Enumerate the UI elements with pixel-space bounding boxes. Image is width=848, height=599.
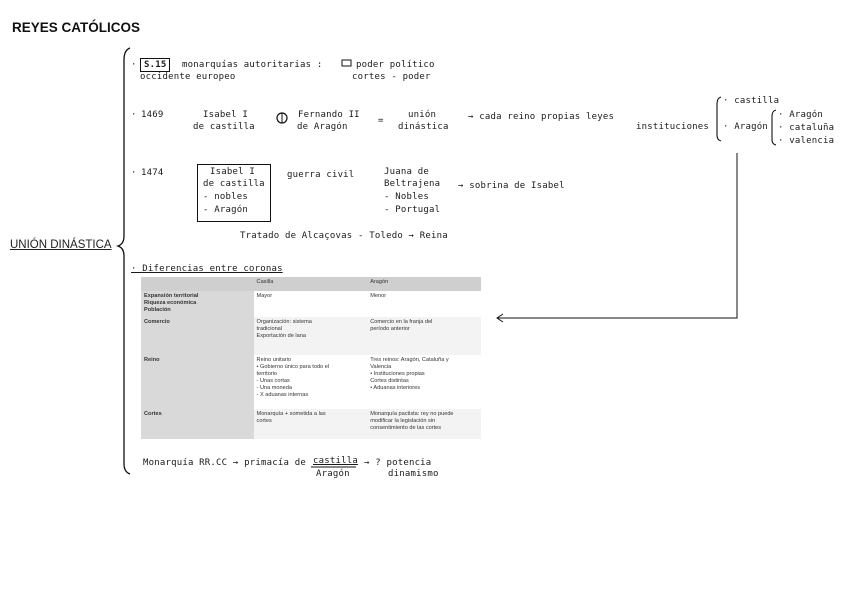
beltrajena-text: Beltrajena [384, 179, 441, 189]
row-key: Comercio [144, 319, 170, 325]
nobles-text: - Nobles [384, 192, 429, 202]
cada-reino-text: → cada reino propias leyes [468, 112, 615, 122]
cataluna-sub-item: · cataluña [778, 123, 835, 133]
table-row [141, 291, 481, 317]
box-line: - Aragón [203, 205, 248, 215]
cell-text: - X aduanas internas [256, 392, 309, 398]
union-dinastica-label: UNIÓN DINÁSTICA [10, 239, 112, 251]
sobrina-text: → sobrina de Isabel [458, 181, 565, 191]
guerra-civil-text: guerra civil [287, 170, 355, 180]
cell-text: Valencia [370, 364, 392, 370]
table-row [141, 409, 481, 439]
juana-text: Juana de [384, 167, 429, 177]
bullet: · [131, 168, 137, 178]
diferencias-title: · Diferencias entre coronas [131, 264, 283, 274]
row-key: Reino [144, 357, 160, 363]
cell-text: Tres reinos: Aragón, Cataluña y [370, 357, 449, 363]
cell-text: período anterior [370, 326, 410, 332]
tratado-text: Tratado de Alcaçovas - Toledo → Reina [240, 231, 448, 241]
union-text: unión [408, 110, 437, 120]
aragon-item: · Aragón [723, 122, 768, 132]
monarquia-rrcc-text: Monarquía RR.CC → primacía de [143, 458, 306, 468]
cell-text: Organización: sistema [256, 319, 312, 325]
cell-text: • Gobierno único para todo el [256, 364, 330, 370]
cell-text: Cortes distintas [370, 378, 409, 384]
cell-text: Menor [370, 293, 387, 299]
year-1474: 1474 [141, 168, 164, 178]
box-line: - nobles [203, 192, 248, 202]
box-line: de castilla [203, 179, 265, 189]
occidente-text: occidente europeo [140, 72, 236, 82]
castilla-item: · castilla [723, 96, 780, 106]
dinamismo-text: dinamismo [388, 469, 439, 479]
equals-sign: = [378, 116, 384, 126]
de-aragon-text: de Aragón [297, 122, 348, 132]
table-header: Casilla [254, 277, 368, 291]
cell-text: Comercio en la franja del [370, 319, 433, 325]
cell-text: modificar la legislación sin [370, 418, 436, 424]
monarquias-text: monarquías autoritarias : [182, 60, 323, 70]
bullet: · [131, 110, 137, 120]
page-title: REYES CATÓLICOS [12, 20, 141, 35]
table-header [141, 277, 254, 291]
castilla-text: castilla [313, 456, 358, 466]
cell-text: Mayor [256, 293, 273, 299]
table-row [141, 317, 481, 355]
de-castilla-text: de castilla [193, 122, 255, 132]
potencia-text: → ? potencia [364, 458, 432, 468]
instituciones-text: instituciones [636, 122, 710, 132]
dinastica-text: dinástica [398, 122, 449, 132]
cell-text: Monarquía pactista: rey no puede [370, 411, 454, 417]
bullet: · [131, 60, 137, 70]
table-header: Aragón [367, 277, 481, 291]
cell-text: Reino unitario [256, 357, 292, 363]
row-key: Población [144, 307, 171, 313]
poder-politico-text: poder político [356, 60, 435, 70]
cell-text: territorio [256, 371, 278, 377]
diferencias-table [141, 277, 481, 439]
table-row [141, 355, 481, 409]
cell-text: • Aduanas interiores [370, 385, 421, 391]
row-key: Expansión territorial [144, 293, 199, 299]
valencia-sub-item: · valencia [778, 136, 835, 146]
aragon-sub-item: · Aragón [778, 110, 823, 120]
portugal-text: - Portugal [384, 205, 441, 215]
year-1469: 1469 [141, 110, 164, 120]
row-key: Cortes [144, 411, 162, 417]
cell-text: Exportación de lana [256, 333, 306, 339]
aragon-text: Aragón [316, 469, 350, 479]
cortes-poder-text: cortes - poder [352, 72, 431, 82]
box-line: Isabel I [210, 167, 255, 177]
cell-text: • Instituciones propias [370, 371, 425, 377]
cell-text: tradicional [256, 326, 283, 332]
row-key: Riqueza económica [144, 300, 197, 306]
cell-text: Monarquía + sometida a las [256, 411, 326, 417]
fernando-text: Fernando II [298, 110, 360, 120]
cell-text: - Una moneda [256, 385, 292, 391]
cell-text: - Unas cortas [256, 378, 290, 384]
cell-text: consentimiento de las cortes [370, 425, 442, 431]
cell-text: cortes [256, 418, 272, 424]
isabel-text: Isabel I [203, 110, 248, 120]
century-box: S.15 [140, 58, 170, 72]
